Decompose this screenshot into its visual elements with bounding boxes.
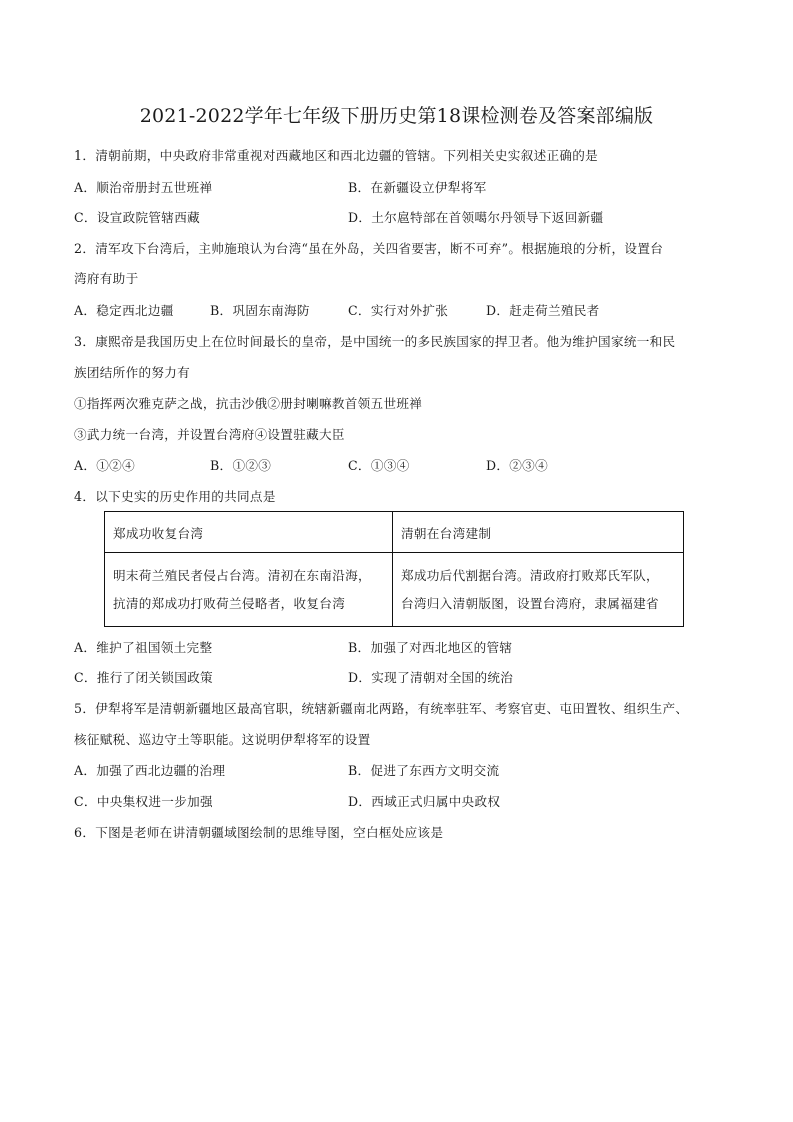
option-a: A．①②④ bbox=[74, 458, 135, 473]
question-stem: 2．清军攻下台湾后，主帅施琅认为台湾“虽在外岛，关四省要害，断不可弃”。根据施琅的分析，设置台 bbox=[74, 241, 664, 256]
option-d: D．土尔扈特部在首领噶尔丹领导下返回新疆 bbox=[348, 210, 604, 225]
option-d: D．实现了清朝对全国的统治 bbox=[348, 670, 514, 685]
table-header-cell: 郑成功收复台湾 bbox=[105, 512, 393, 553]
table-header-row bbox=[105, 512, 684, 553]
question-stem: 3．康熙帝是我国历史上在位时间最长的皇帝，是中国统一的多民族国家的捍卫者。他为维护国家统一和民 bbox=[74, 334, 676, 349]
option-d: D．②③④ bbox=[486, 458, 548, 473]
option-c: C．实行对外扩张 bbox=[348, 303, 449, 318]
option-b: B．巩固东南海防 bbox=[210, 303, 310, 318]
option-d: D．西域正式归属中央政权 bbox=[348, 794, 501, 809]
option-a: A．稳定西北边疆 bbox=[74, 303, 174, 318]
option-a: A．顺治帝册封五世班禅 bbox=[74, 180, 213, 195]
option-c: C．中央集权进一步加强 bbox=[74, 794, 213, 809]
table-cell-line: 台湾归入清朝版图，设置台湾府，隶属福建省 bbox=[401, 595, 659, 611]
option-a: A．加强了西北边疆的治理 bbox=[74, 763, 226, 778]
option-a: A．维护了祖国领土完整 bbox=[74, 640, 213, 655]
question-stem-continued: 族团结所作的努力有 bbox=[74, 365, 191, 380]
option-b: B．促进了东西方文明交流 bbox=[348, 763, 500, 778]
question-stem-continued: 核征赋税、巡边守土等职能。这说明伊犁将军的设置 bbox=[74, 732, 371, 747]
statement-list-line-2: ③武力统一台湾，并设置台湾府④设置驻藏大臣 bbox=[74, 427, 345, 442]
option-c: C．设宣政院管辖西藏 bbox=[74, 210, 200, 225]
table-header-cell: 清朝在台湾建制 bbox=[393, 512, 684, 553]
table-cell-line: 郑成功后代割据台湾。清政府打败郑氏军队， bbox=[401, 567, 659, 583]
option-c: C．①③④ bbox=[348, 458, 410, 473]
question-stem: 5．伊犁将军是清朝新疆地区最高官职，统辖新疆南北两路，有统率驻军、考察官吏、屯田置牧、组织生产、 bbox=[74, 701, 689, 716]
option-b: B．在新疆设立伊犁将军 bbox=[348, 180, 487, 195]
statement-list-line-1: ①指挥两次雅克萨之战，抗击沙俄②册封喇嘛教首领五世班禅 bbox=[74, 396, 423, 411]
question-stem: 1．清朝前期，中央政府非常重视对西藏地区和西北边疆的管辖。下列相关史实叙述正确的是 bbox=[74, 148, 599, 163]
option-b: B．①②③ bbox=[210, 458, 272, 473]
table-cell bbox=[393, 553, 684, 627]
option-d: D．赶走荷兰殖民者 bbox=[486, 303, 600, 318]
historical-facts-table bbox=[104, 511, 684, 627]
option-b: B．加强了对西北地区的管辖 bbox=[348, 640, 513, 655]
option-c: C．推行了闭关锁国政策 bbox=[74, 670, 213, 685]
table-cell bbox=[105, 553, 393, 627]
question-stem-continued: 湾府有助于 bbox=[74, 271, 139, 286]
table-cell-line: 抗清的郑成功打败荷兰侵略者，收复台湾 bbox=[113, 595, 346, 611]
document-title: 2021-2022学年七年级下册历史第18课检测卷及答案部编版 bbox=[139, 105, 654, 127]
table-cell-line: 明末荷兰殖民者侵占台湾。清初在东南沿海， bbox=[113, 567, 371, 583]
table-row bbox=[105, 553, 684, 627]
question-stem: 4．以下史实的历史作用的共同点是 bbox=[74, 489, 276, 504]
question-stem: 6．下图是老师在讲清朝疆域图绘制的思维导图，空白框处应该是 bbox=[74, 825, 444, 840]
